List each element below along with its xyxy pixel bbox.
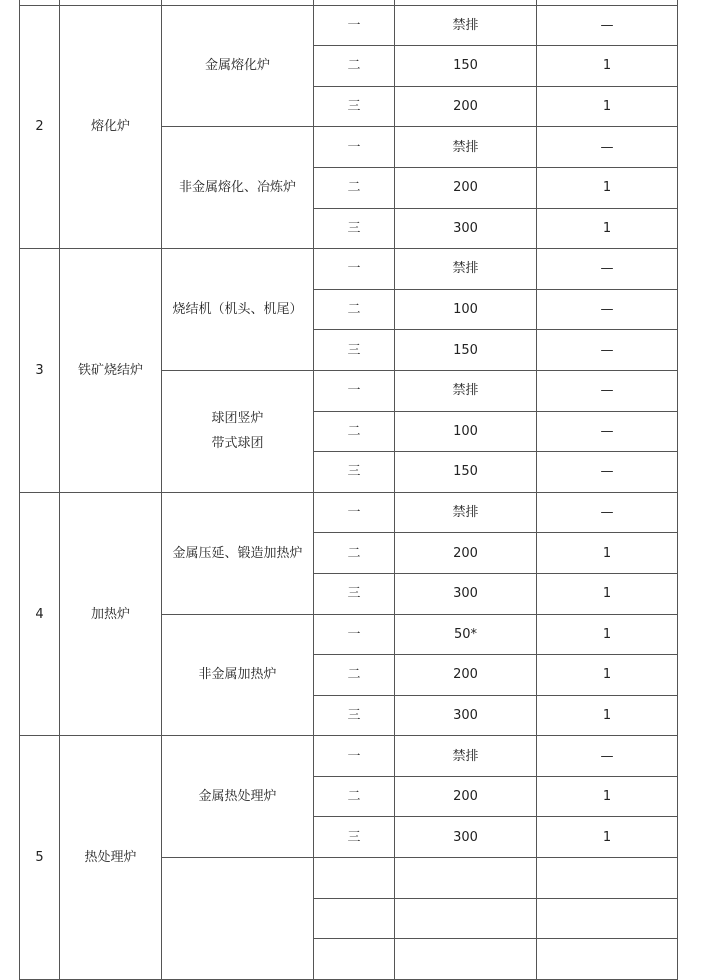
grade-cell: 一 [314, 370, 395, 411]
limit-cell [395, 858, 537, 899]
grade-cell: 一 [314, 5, 395, 46]
value-cell: 1 [537, 817, 678, 858]
limit-cell: 150 [395, 452, 537, 493]
furnace-type-cell [162, 858, 314, 980]
grade-cell: 三 [314, 330, 395, 371]
grade-cell: 二 [314, 167, 395, 208]
grade-cell: 一 [314, 127, 395, 168]
limit-cell [395, 939, 537, 980]
value-cell: — [537, 289, 678, 330]
table-row [20, 736, 678, 777]
limit-cell: 150 [395, 46, 537, 87]
limit-cell: 300 [395, 695, 537, 736]
value-cell: — [537, 736, 678, 777]
grade-cell: 一 [314, 614, 395, 655]
grade-cell [314, 898, 395, 939]
limit-cell: 200 [395, 533, 537, 574]
limit-cell: 100 [395, 289, 537, 330]
value-cell [537, 939, 678, 980]
limit-cell: 50* [395, 614, 537, 655]
furnace-type-cell: 非金属加热炉 [162, 614, 314, 736]
value-cell [537, 858, 678, 899]
serial-number-cell: 2 [20, 5, 60, 249]
value-cell: 1 [537, 614, 678, 655]
furnace-type-cell: 烧结机（机头、机尾） [162, 249, 314, 371]
limit-cell [395, 898, 537, 939]
furnace-type-cell: 金属压延、锻造加热炉 [162, 492, 314, 614]
value-cell: 1 [537, 655, 678, 696]
value-cell: — [537, 452, 678, 493]
grade-cell: 二 [314, 655, 395, 696]
limit-cell: 禁排 [395, 492, 537, 533]
furnace-category-cell: 铁矿烧结炉 [60, 249, 162, 493]
value-cell: 1 [537, 86, 678, 127]
furnace-category-cell: 加热炉 [60, 492, 162, 736]
furnace-type-cell: 球团竖炉 带式球团 [162, 370, 314, 492]
grade-cell: 一 [314, 736, 395, 777]
value-cell: 1 [537, 208, 678, 249]
furnace-category-cell: 熔化炉 [60, 5, 162, 249]
grade-cell: 二 [314, 533, 395, 574]
grade-cell: 三 [314, 573, 395, 614]
value-cell: — [537, 330, 678, 371]
value-cell: — [537, 411, 678, 452]
grade-cell [314, 858, 395, 899]
value-cell: 1 [537, 573, 678, 614]
limit-cell: 禁排 [395, 249, 537, 290]
grade-cell: 三 [314, 452, 395, 493]
grade-cell: 二 [314, 776, 395, 817]
value-cell: 1 [537, 46, 678, 87]
limit-cell: 200 [395, 776, 537, 817]
limit-cell: 200 [395, 86, 537, 127]
value-cell: — [537, 492, 678, 533]
grade-cell [314, 939, 395, 980]
value-cell: 1 [537, 776, 678, 817]
limit-cell: 禁排 [395, 736, 537, 777]
value-cell: 1 [537, 695, 678, 736]
limit-cell: 150 [395, 330, 537, 371]
grade-cell: 二 [314, 289, 395, 330]
grade-cell: 三 [314, 86, 395, 127]
limit-cell: 禁排 [395, 5, 537, 46]
value-cell [537, 898, 678, 939]
emission-standard-table [19, 0, 678, 980]
limit-cell: 300 [395, 573, 537, 614]
limit-cell: 禁排 [395, 127, 537, 168]
grade-cell: 二 [314, 411, 395, 452]
grade-cell: 二 [314, 46, 395, 87]
limit-cell: 禁排 [395, 370, 537, 411]
furnace-type-cell: 金属熔化炉 [162, 5, 314, 127]
limit-cell: 300 [395, 817, 537, 858]
table-row [20, 5, 678, 46]
serial-number-cell: 4 [20, 492, 60, 736]
table-row [20, 249, 678, 290]
limit-cell: 200 [395, 167, 537, 208]
grade-cell: 三 [314, 208, 395, 249]
value-cell: 1 [537, 533, 678, 574]
grade-cell: 一 [314, 249, 395, 290]
limit-cell: 200 [395, 655, 537, 696]
limit-cell: 100 [395, 411, 537, 452]
value-cell: 1 [537, 167, 678, 208]
serial-number-cell: 5 [20, 736, 60, 980]
grade-cell: 一 [314, 492, 395, 533]
serial-number-cell: 3 [20, 249, 60, 493]
value-cell: — [537, 249, 678, 290]
value-cell: — [537, 127, 678, 168]
table-row [20, 492, 678, 533]
grade-cell: 三 [314, 695, 395, 736]
value-cell: — [537, 5, 678, 46]
furnace-type-cell: 金属热处理炉 [162, 736, 314, 858]
limit-cell: 300 [395, 208, 537, 249]
furnace-category-cell: 热处理炉 [60, 736, 162, 980]
grade-cell: 三 [314, 817, 395, 858]
furnace-type-cell: 非金属熔化、冶炼炉 [162, 127, 314, 249]
value-cell: — [537, 370, 678, 411]
